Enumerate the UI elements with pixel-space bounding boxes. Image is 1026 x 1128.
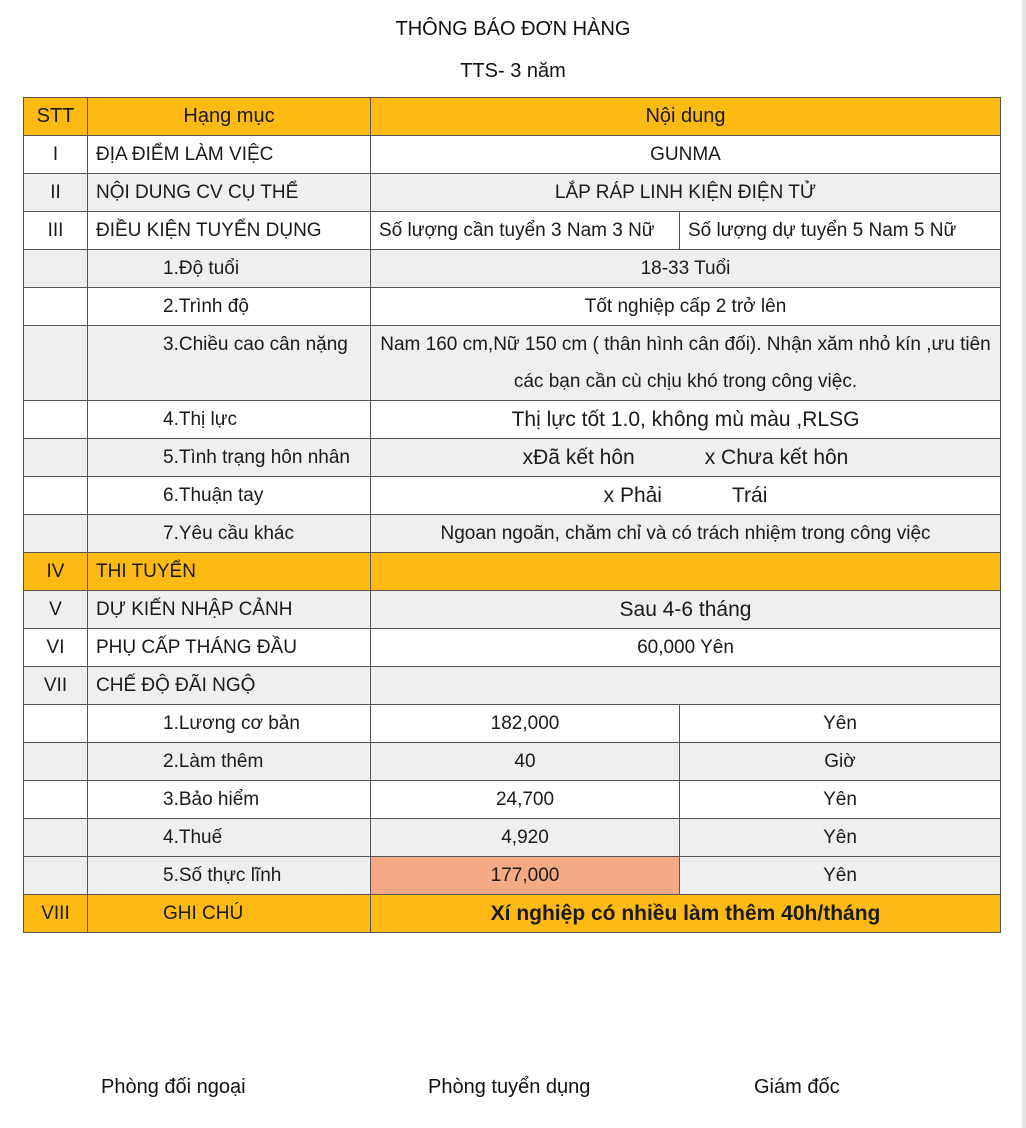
- overtime-amount: 40: [371, 743, 680, 781]
- row-value: 18-33 Tuổi: [371, 250, 1001, 288]
- row-stt-empty: [24, 743, 88, 781]
- row-label: 3.Chiều cao cân nặng: [88, 326, 371, 401]
- row-label: 4.Thị lực: [88, 401, 371, 439]
- row-stt-empty: [24, 819, 88, 857]
- row-label: 5.Tình trạng hôn nhân: [88, 439, 371, 477]
- row-stt-empty: [24, 857, 88, 895]
- row-label: THI TUYỂN: [88, 553, 371, 591]
- row-label: 3.Bảo hiểm: [88, 781, 371, 819]
- net-pay-amount: 177,000: [371, 857, 680, 895]
- header-category: Hạng mục: [88, 98, 371, 136]
- tax-unit: Yên: [680, 819, 1001, 857]
- row-stt-empty: [24, 326, 88, 401]
- table-row: [24, 515, 1001, 553]
- row-value: LẮP RÁP LINH KIỆN ĐIỆN TỬ: [371, 174, 1001, 212]
- row-label: CHẾ ĐỘ ĐÃI NGỘ: [88, 667, 371, 705]
- row-label: NỘI DUNG CV CỤ THỂ: [88, 174, 371, 212]
- header-content: Nội dung: [371, 98, 1001, 136]
- table-row: [24, 212, 1001, 250]
- option-married: xĐã kết hôn: [522, 446, 635, 469]
- table-row: [24, 439, 1001, 477]
- table-row: [24, 629, 1001, 667]
- table-row: [24, 326, 1001, 401]
- option-single: x Chưa kết hôn: [704, 446, 849, 469]
- row-value: Thị lực tốt 1.0, không mù màu ,RLSG: [371, 401, 1001, 439]
- row-stt: II: [24, 174, 88, 212]
- row-stt-empty: [24, 250, 88, 288]
- salary-unit: Yên: [680, 705, 1001, 743]
- table-row: [24, 819, 1001, 857]
- row-label: 2.Làm thêm: [88, 743, 371, 781]
- salary-amount: 182,000: [371, 705, 680, 743]
- row-stt: I: [24, 136, 88, 174]
- note-value: Xí nghiệp có nhiều làm thêm 40h/tháng: [371, 895, 1001, 933]
- row-label: DỰ KIẾN NHẬP CẢNH: [88, 591, 371, 629]
- row-label: ĐỊA ĐIỂM LÀM VIỆC: [88, 136, 371, 174]
- table-row: [24, 895, 1001, 933]
- table-row: [24, 553, 1001, 591]
- row-stt: V: [24, 591, 88, 629]
- row-stt-empty: [24, 477, 88, 515]
- row-value: 60,000 Yên: [371, 629, 1001, 667]
- table-row: [24, 288, 1001, 326]
- document-subtitle: TTS- 3 năm: [460, 60, 566, 82]
- handedness-options: [371, 477, 1001, 515]
- marital-options: [371, 439, 1001, 477]
- row-label: PHỤ CẤP THÁNG ĐẦU: [88, 629, 371, 667]
- row-stt: VIII: [24, 895, 88, 933]
- signature-recruitment: Phòng tuyển dụng: [428, 1076, 591, 1098]
- option-left: Trái: [731, 484, 768, 507]
- page-edge: [1022, 0, 1026, 1128]
- table-row: [24, 743, 1001, 781]
- net-pay-unit: Yên: [680, 857, 1001, 895]
- insurance-amount: 24,700: [371, 781, 680, 819]
- row-stt-empty: [24, 401, 88, 439]
- row-value: Tốt nghiệp cấp 2 trở lên: [371, 288, 1001, 326]
- row-stt: IV: [24, 553, 88, 591]
- row-stt-empty: [24, 781, 88, 819]
- row-value: GUNMA: [371, 136, 1001, 174]
- row-stt-empty: [24, 439, 88, 477]
- header-stt: STT: [24, 98, 88, 136]
- table-row: [24, 401, 1001, 439]
- row-label: 4.Thuế: [88, 819, 371, 857]
- row-stt-empty: [24, 705, 88, 743]
- table-row: [24, 591, 1001, 629]
- table-row: [24, 857, 1001, 895]
- table-row: [24, 667, 1001, 705]
- row-stt-empty: [24, 515, 88, 553]
- document-title: THÔNG BÁO ĐƠN HÀNG: [395, 18, 631, 40]
- row-label: 5.Số thực lĩnh: [88, 857, 371, 895]
- insurance-unit: Yên: [680, 781, 1001, 819]
- table-row: [24, 174, 1001, 212]
- table-row: [24, 477, 1001, 515]
- signature-foreign-affairs: Phòng đối ngoại: [101, 1076, 246, 1098]
- overtime-unit: Giờ: [680, 743, 1001, 781]
- table-row: [24, 705, 1001, 743]
- table-row: [24, 781, 1001, 819]
- tax-amount: 4,920: [371, 819, 680, 857]
- row-value: Ngoan ngoãn, chăm chỉ và có trách nhiệm trong công việc: [371, 515, 1001, 553]
- recruit-needed: Số lượng cần tuyển 3 Nam 3 Nữ: [371, 212, 680, 250]
- table-row: [24, 136, 1001, 174]
- row-label: 7.Yêu cầu khác: [88, 515, 371, 553]
- row-stt: VII: [24, 667, 88, 705]
- option-right: x Phải: [603, 484, 662, 507]
- row-stt-empty: [24, 288, 88, 326]
- row-label: 1.Lương cơ bản: [88, 705, 371, 743]
- row-label: ĐIỀU KIỆN TUYỂN DỤNG: [88, 212, 371, 250]
- row-value: [371, 667, 1001, 705]
- row-value: [371, 553, 1001, 591]
- row-label: GHI CHÚ: [88, 895, 371, 933]
- table-row: [24, 250, 1001, 288]
- row-label: 2.Trình độ: [88, 288, 371, 326]
- row-stt: VI: [24, 629, 88, 667]
- row-value: Sau 4-6 tháng: [371, 591, 1001, 629]
- row-value: Nam 160 cm,Nữ 150 cm ( thân hình cân đối). Nhận xăm nhỏ kín ,ưu tiên các bạn cần cù chịu khó trong công việc.: [371, 326, 1001, 401]
- order-table: [23, 97, 1001, 933]
- row-label: 6.Thuận tay: [88, 477, 371, 515]
- signature-director: Giám đốc: [754, 1076, 840, 1098]
- row-stt: III: [24, 212, 88, 250]
- recruit-candidates: Số lượng dự tuyển 5 Nam 5 Nữ: [680, 212, 1001, 250]
- row-label: 1.Độ tuổi: [88, 250, 371, 288]
- table-header-row: [24, 98, 1001, 136]
